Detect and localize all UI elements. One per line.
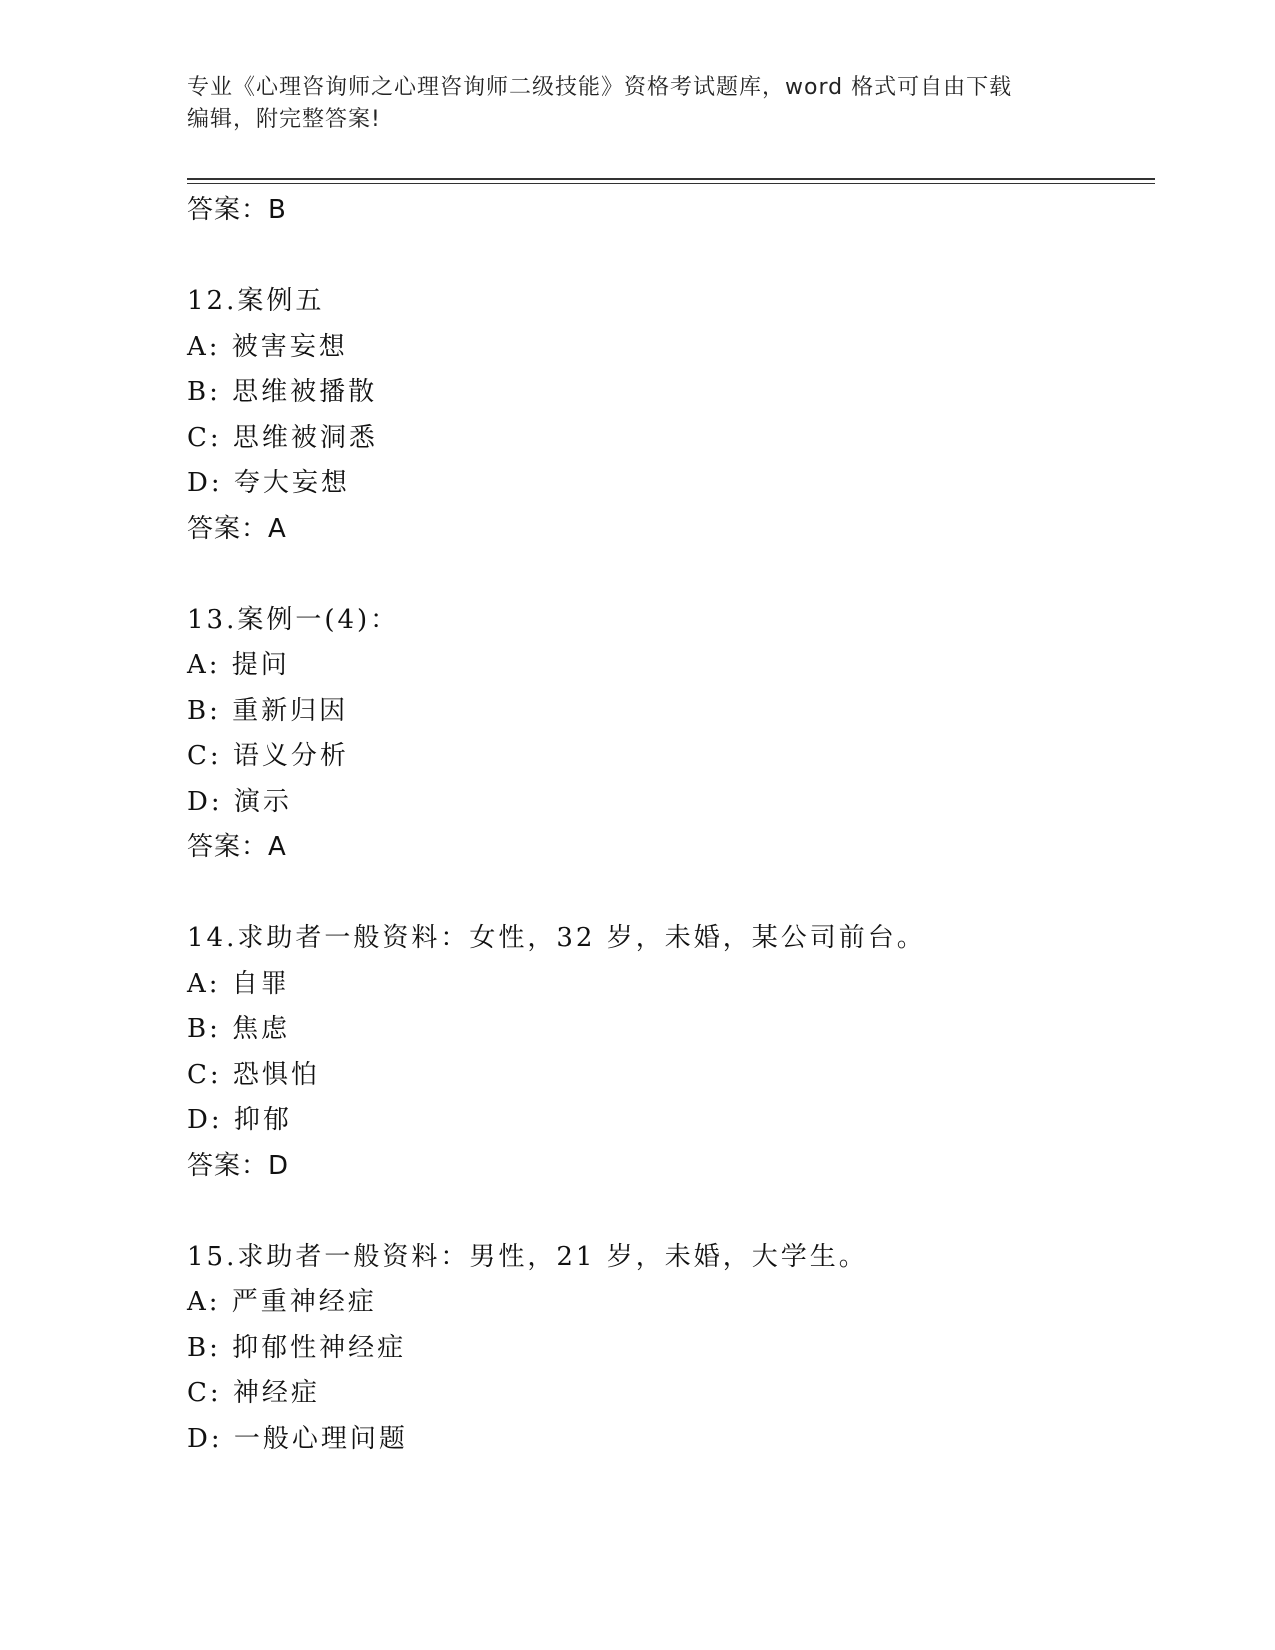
option-d: D: 抑郁 [187, 1105, 292, 1135]
header-line-2: 编辑，附完整答案! [187, 107, 381, 132]
question-text: 13.案例一(4)： [187, 604, 400, 635]
spacer [187, 871, 1147, 917]
option-c: C: 恐惧怕 [187, 1059, 320, 1090]
answer-line: 答案：D [187, 1150, 290, 1181]
question-block [187, 279, 1147, 552]
question-text: 12.案例五 [187, 286, 325, 316]
option-d: D: 一般心理问题 [187, 1423, 408, 1454]
option-a: A: 严重神经症 [187, 1287, 377, 1317]
spacer [187, 552, 1147, 598]
header-divider-thick [187, 178, 1155, 180]
option-b: B: 思维被播散 [187, 377, 378, 407]
option-a: A: 自罪 [187, 968, 290, 999]
answer-line: 答案：B [187, 195, 287, 225]
answer-line: 答案：A [187, 832, 287, 862]
question-list [187, 188, 1147, 1462]
spacer [187, 1189, 1147, 1235]
question-text: 14.求助者一般资料：女性，32 岁，未婚，某公司前台。 [187, 923, 926, 953]
option-b: B: 焦虑 [187, 1014, 291, 1044]
spacer [187, 234, 1147, 280]
option-d: D: 演示 [187, 786, 292, 817]
option-a: A: 提问 [187, 650, 290, 680]
option-a: A: 被害妄想 [187, 331, 348, 362]
option-d: D: 夸大妄想 [187, 468, 350, 498]
question-text: 15.求助者一般资料：男性，21 岁，未婚，大学生。 [187, 1241, 868, 1272]
option-b: B: 重新归因 [187, 695, 349, 726]
option-b: B: 抑郁性神经症 [187, 1332, 407, 1363]
question-block [187, 598, 1147, 871]
question-block [187, 916, 1147, 1189]
option-c: C: 语义分析 [187, 741, 349, 771]
question-block [187, 1235, 1147, 1463]
document-header [187, 72, 1067, 136]
option-c: C: 思维被洞悉 [187, 422, 378, 453]
option-c: C: 神经症 [187, 1378, 320, 1408]
answer-line: 答案：A [187, 513, 287, 544]
header-line-1: 专业《心理咨询师之心理咨询师二级技能》资格考试题库，word 格式可自由下载 [187, 75, 1013, 100]
header-divider-thin [187, 183, 1155, 184]
